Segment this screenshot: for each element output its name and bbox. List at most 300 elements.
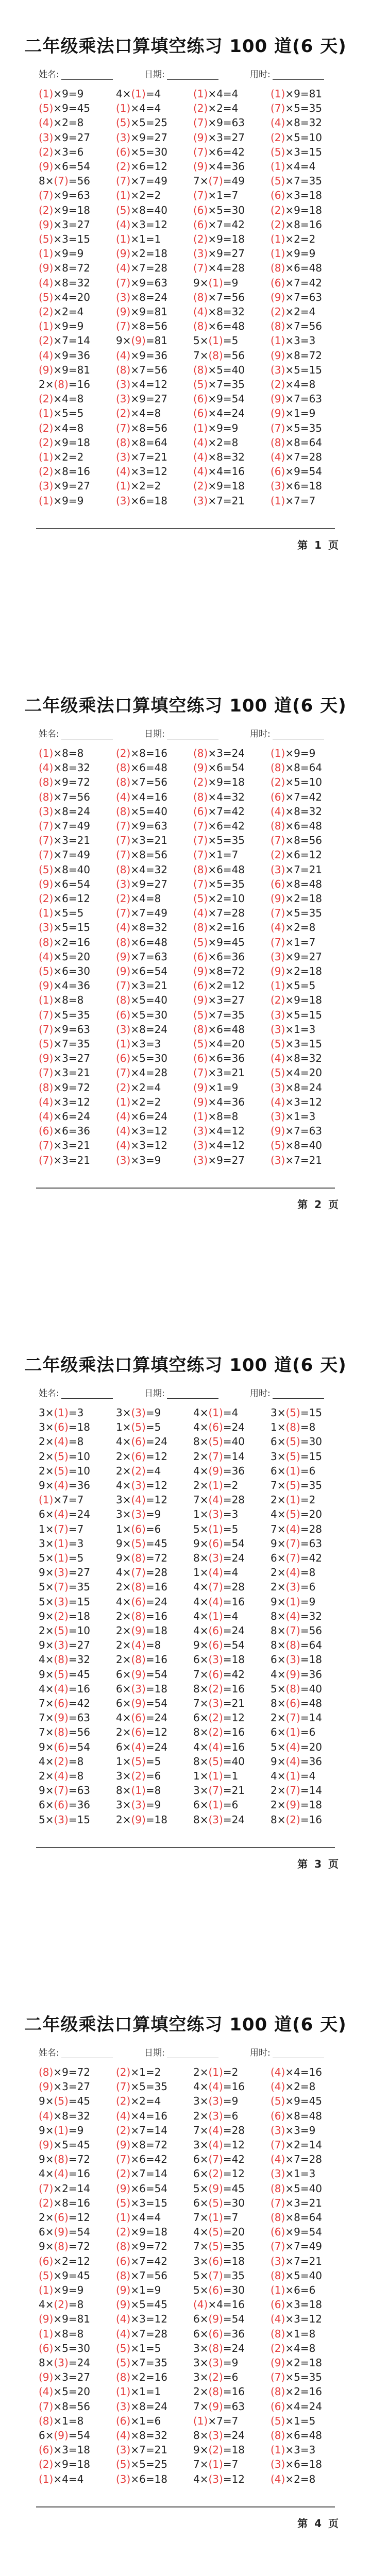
problem-item[interactable]: (9)×3=27	[193, 994, 245, 1007]
answer-blank[interactable]: (4)	[271, 2472, 285, 2485]
answer-blank[interactable]: (4)	[208, 1494, 223, 1506]
problem-item[interactable]: (2)×6=12	[271, 849, 323, 861]
problem-item[interactable]: (1)×9=9	[39, 247, 84, 260]
answer-blank[interactable]: (5)	[39, 102, 54, 115]
answer-blank[interactable]: (6)	[131, 1711, 146, 1724]
answer-blank[interactable]: (7)	[39, 2400, 54, 2413]
problem-item[interactable]: 6×(1)=6	[193, 1799, 239, 1811]
problem-item[interactable]: (3)×8=24	[271, 1081, 323, 1094]
problem-item[interactable]: (2)×9=18	[39, 436, 91, 449]
problem-item[interactable]: (8)×7=56	[116, 363, 168, 376]
problem-item[interactable]: (1)×8=8	[39, 994, 84, 1007]
answer-blank[interactable]: (1)	[39, 451, 54, 463]
problem-item[interactable]: 9×(7)=63	[271, 1537, 323, 1550]
problem-item[interactable]: (4)×4=16	[116, 790, 168, 803]
answer-blank[interactable]: (7)	[208, 1784, 223, 1797]
problem-item[interactable]: 4×(7)=28	[193, 1581, 245, 1594]
answer-blank[interactable]: (1)	[208, 1479, 223, 1492]
answer-blank[interactable]: (4)	[116, 1125, 131, 1138]
problem-item[interactable]: (7)×1=7	[271, 936, 316, 948]
problem-item[interactable]: (1)×2=2	[116, 480, 161, 493]
answer-blank[interactable]: (6)	[116, 145, 131, 158]
answer-blank[interactable]: (5)	[193, 378, 208, 391]
problem-item[interactable]: (8)×6=48	[116, 761, 168, 774]
problem-item[interactable]: (1)×7=7	[271, 494, 316, 507]
problem-item[interactable]: (8)×4=32	[116, 863, 168, 876]
problem-item[interactable]: 5×(7)=35	[193, 2269, 245, 2282]
problem-item[interactable]: (7)×5=35	[39, 1008, 91, 1021]
answer-blank[interactable]: (2)	[39, 334, 54, 347]
answer-blank[interactable]: (4)	[116, 262, 131, 275]
answer-blank[interactable]: (1)	[208, 2066, 223, 2078]
problem-item[interactable]: 4×(3)=12	[116, 1479, 168, 1492]
problem-item[interactable]: (7)×7=49	[116, 175, 168, 188]
problem-item[interactable]: (5)×7=35	[116, 2357, 168, 2369]
answer-blank[interactable]: (7)	[39, 1066, 54, 1079]
answer-blank[interactable]: (3)	[285, 1581, 300, 1594]
problem-item[interactable]: (3)×9=27	[116, 393, 168, 405]
problem-item[interactable]: (1)×4=4	[39, 2472, 84, 2485]
problem-item[interactable]: 2×(8)=16	[193, 2385, 245, 2398]
problem-item[interactable]: 9×(2)=18	[39, 1609, 91, 1622]
answer-blank[interactable]: (9)	[208, 1464, 223, 1477]
answer-blank[interactable]: (3)	[131, 1799, 146, 1811]
problem-item[interactable]: (2)×4=8	[116, 892, 161, 905]
answer-blank[interactable]: (9)	[39, 2371, 54, 2384]
problem-item[interactable]: (4)×6=24	[116, 1110, 168, 1123]
problem-item[interactable]: 8×(2)=16	[193, 1726, 245, 1739]
answer-blank[interactable]: (3)	[193, 247, 208, 260]
problem-item[interactable]: (8)×5=40	[271, 2182, 323, 2195]
answer-blank[interactable]: (8)	[39, 2066, 54, 2078]
problem-item[interactable]: (9)×6=54	[116, 965, 168, 977]
answer-blank[interactable]: (9)	[193, 994, 208, 1007]
problem-item[interactable]: (7)×2=14	[271, 2139, 323, 2151]
answer-blank[interactable]: (4)	[285, 1740, 300, 1753]
answer-blank[interactable]: (8)	[116, 363, 131, 376]
answer-blank[interactable]: (5)	[193, 936, 208, 948]
problem-item[interactable]: 3×(3)=9	[116, 1508, 161, 1521]
answer-blank[interactable]: (4)	[54, 1435, 69, 1448]
answer-blank[interactable]: (2)	[39, 145, 54, 158]
problem-item[interactable]: (7)×5=35	[271, 102, 323, 115]
problem-item[interactable]: (5)×7=35	[271, 175, 323, 188]
answer-blank[interactable]: (1)	[208, 1799, 223, 1811]
problem-item[interactable]: 4×(4)=16	[39, 1682, 91, 1695]
answer-blank[interactable]: (2)	[285, 1813, 300, 1826]
answer-blank[interactable]: (1)	[116, 1095, 131, 1108]
answer-blank[interactable]: (5)	[271, 2414, 285, 2427]
answer-blank[interactable]: (9)	[208, 2400, 223, 2413]
answer-blank[interactable]: (1)	[39, 88, 54, 100]
answer-blank[interactable]: (6)	[39, 1125, 54, 1138]
answer-blank[interactable]: (1)	[39, 747, 54, 759]
problem-item[interactable]: (9)×5=45	[116, 2298, 168, 2311]
problem-item[interactable]: 2×(3)=6	[271, 1581, 316, 1594]
problem-item[interactable]: 2×(4)=8	[271, 1566, 316, 1579]
answer-blank[interactable]: (6)	[208, 1624, 223, 1637]
answer-blank[interactable]: (9)	[39, 2080, 54, 2093]
answer-blank[interactable]: (9)	[193, 965, 208, 977]
answer-blank[interactable]: (8)	[285, 1421, 300, 1434]
problem-item[interactable]: 2×(7)=14	[271, 1711, 323, 1724]
problem-item[interactable]: 2×(1)=2	[193, 2066, 239, 2078]
answer-blank[interactable]: (8)	[131, 1581, 146, 1594]
answer-blank[interactable]: (4)	[39, 2385, 54, 2398]
problem-item[interactable]: 4×(4)=16	[193, 2080, 245, 2093]
answer-blank[interactable]: (4)	[193, 306, 208, 318]
answer-blank[interactable]: (3)	[208, 1552, 223, 1564]
answer-blank[interactable]: (2)	[54, 2298, 69, 2311]
answer-blank[interactable]: (4)	[271, 2153, 285, 2166]
answer-blank[interactable]: (1)	[271, 979, 285, 992]
problem-item[interactable]: 4×(6)=24	[116, 1435, 168, 1448]
problem-item[interactable]: (8)×5=40	[116, 805, 168, 818]
problem-item[interactable]: 1×(5)=5	[116, 1421, 161, 1434]
problem-item[interactable]: (4)×8=32	[39, 276, 91, 289]
answer-blank[interactable]: (1)	[39, 320, 54, 333]
answer-blank[interactable]: (6)	[116, 1052, 131, 1065]
answer-blank[interactable]: (8)	[208, 2342, 223, 2354]
answer-blank[interactable]: (7)	[208, 1450, 223, 1463]
answer-blank[interactable]: (7)	[116, 907, 131, 920]
problem-item[interactable]: (9)×2=18	[116, 247, 168, 260]
answer-blank[interactable]: (5)	[193, 1038, 208, 1050]
problem-item[interactable]: 4×(5)=20	[271, 1508, 323, 1521]
answer-blank[interactable]: (4)	[285, 1522, 300, 1535]
name-field-blank[interactable]	[61, 70, 113, 80]
problem-item[interactable]: (4)×4=16	[271, 2066, 323, 2078]
answer-blank[interactable]: (3)	[116, 451, 131, 463]
problem-item[interactable]: 6×(6)=36	[39, 1799, 91, 1811]
answer-blank[interactable]: (8)	[116, 863, 131, 876]
problem-item[interactable]: 8×(7)=56	[39, 175, 91, 188]
problem-item[interactable]: (2)×4=8	[271, 2342, 316, 2354]
problem-item[interactable]: (9)×7=63	[271, 1125, 323, 1138]
problem-item[interactable]: (3)×7=21	[116, 2444, 168, 2456]
problem-item[interactable]: (5)×9=45	[193, 936, 245, 948]
answer-blank[interactable]: (7)	[208, 175, 223, 188]
answer-blank[interactable]: (2)	[116, 407, 131, 420]
answer-blank[interactable]: (3)	[208, 1813, 223, 1826]
answer-blank[interactable]: (9)	[116, 247, 131, 260]
answer-blank[interactable]: (4)	[131, 1494, 146, 1506]
problem-item[interactable]: (9)×1=9	[271, 407, 316, 420]
answer-blank[interactable]: (6)	[271, 2298, 285, 2311]
problem-item[interactable]: 2×(4)=8	[39, 1770, 84, 1782]
answer-blank[interactable]: (2)	[271, 306, 285, 318]
problem-item[interactable]: (7)×3=21	[39, 1154, 91, 1166]
problem-item[interactable]: (8)×7=56	[39, 790, 91, 803]
problem-item[interactable]: (3)×7=21	[271, 1154, 323, 1166]
problem-item[interactable]: (8)×7=56	[116, 2269, 168, 2282]
answer-blank[interactable]: (5)	[54, 1450, 69, 1463]
problem-item[interactable]: (7)×8=56	[116, 320, 168, 333]
problem-item[interactable]: 2×(9)=18	[116, 1624, 168, 1637]
problem-item[interactable]: (8)×9=72	[39, 776, 91, 789]
answer-blank[interactable]: (2)	[208, 1682, 223, 1695]
problem-item[interactable]: 3×(1)=3	[39, 1537, 84, 1550]
answer-blank[interactable]: (5)	[208, 1435, 223, 1448]
problem-item[interactable]: (8)×6=48	[193, 1023, 245, 1036]
answer-blank[interactable]: (3)	[116, 494, 131, 507]
problem-item[interactable]: (2)×4=8	[39, 421, 84, 434]
answer-blank[interactable]: (9)	[39, 1052, 54, 1065]
answer-blank[interactable]: (4)	[193, 2298, 208, 2311]
answer-blank[interactable]: (8)	[208, 349, 223, 362]
answer-blank[interactable]: (5)	[54, 1464, 69, 1477]
answer-blank[interactable]: (6)	[54, 1697, 69, 1709]
problem-item[interactable]: (6)×5=30	[116, 1008, 168, 1021]
problem-item[interactable]: (4)×5=20	[39, 2385, 91, 2398]
answer-blank[interactable]: (2)	[116, 747, 131, 759]
problem-item[interactable]: (4)×3=12	[116, 465, 168, 478]
problem-item[interactable]: 8×(3)=24	[193, 1552, 245, 1564]
problem-item[interactable]: 6×(7)=42	[193, 2153, 245, 2166]
problem-item[interactable]: 3×(3)=9	[193, 2095, 239, 2108]
problem-item[interactable]: (3)×5=15	[271, 363, 323, 376]
problem-item[interactable]: (7)×5=35	[271, 421, 323, 434]
problem-item[interactable]: (1)×6=6	[271, 2284, 316, 2296]
problem-item[interactable]: (7)×9=63	[116, 276, 168, 289]
answer-blank[interactable]: (4)	[285, 1755, 300, 1768]
answer-blank[interactable]: (4)	[54, 1508, 69, 1521]
problem-item[interactable]: 8×(1)=8	[116, 1784, 161, 1797]
answer-blank[interactable]: (6)	[271, 465, 285, 478]
problem-item[interactable]: (7)×7=49	[39, 849, 91, 861]
problem-item[interactable]: (5)×2=10	[193, 892, 245, 905]
problem-item[interactable]: (4)×3=12	[116, 2313, 168, 2326]
problem-item[interactable]: 2×(8)=16	[39, 378, 91, 391]
problem-item[interactable]: (6)×3=18	[39, 2444, 91, 2456]
problem-item[interactable]: (4)×5=20	[39, 950, 91, 963]
problem-item[interactable]: (6)×6=36	[193, 950, 245, 963]
answer-blank[interactable]: (1)	[193, 1110, 208, 1123]
answer-blank[interactable]: (2)	[271, 2342, 285, 2354]
problem-item[interactable]: (4)×7=28	[193, 907, 245, 920]
problem-item[interactable]: (8)×6=48	[271, 2429, 323, 2442]
answer-blank[interactable]: (5)	[116, 2357, 131, 2369]
answer-blank[interactable]: (2)	[116, 2066, 131, 2078]
answer-blank[interactable]: (9)	[131, 1697, 146, 1709]
answer-blank[interactable]: (7)	[116, 849, 131, 861]
problem-item[interactable]: 4×(5)=20	[193, 2226, 245, 2239]
problem-item[interactable]: (1)×8=8	[193, 1110, 239, 1123]
problem-item[interactable]: (5)×5=25	[116, 2458, 168, 2471]
answer-blank[interactable]: (3)	[116, 877, 131, 890]
answer-blank[interactable]: (8)	[131, 1552, 146, 1564]
problem-item[interactable]: 4×(6)=24	[116, 1595, 168, 1608]
answer-blank[interactable]: (8)	[39, 2414, 54, 2427]
answer-blank[interactable]: (6)	[193, 204, 208, 216]
answer-blank[interactable]: (1)	[116, 480, 131, 493]
answer-blank[interactable]: (3)	[208, 2357, 223, 2369]
answer-blank[interactable]: (9)	[193, 131, 208, 144]
answer-blank[interactable]: (9)	[116, 950, 131, 963]
problem-item[interactable]: (9)×1=9	[193, 1081, 239, 1094]
answer-blank[interactable]: (3)	[208, 2109, 223, 2122]
answer-blank[interactable]: (1)	[208, 334, 223, 347]
answer-blank[interactable]: (2)	[54, 1609, 69, 1622]
problem-item[interactable]: 5×(7)=35	[39, 1581, 91, 1594]
problem-item[interactable]: (5)×7=35	[39, 1038, 91, 1050]
problem-item[interactable]: (9)×6=54	[39, 877, 91, 890]
time-field-blank[interactable]	[273, 1389, 324, 1399]
answer-blank[interactable]: (3)	[193, 1139, 208, 1152]
answer-blank[interactable]: (3)	[116, 291, 131, 303]
answer-blank[interactable]: (7)	[116, 834, 131, 847]
problem-item[interactable]: 4×(6)=24	[116, 1711, 168, 1724]
problem-item[interactable]: 8×(7)=56	[271, 1624, 323, 1637]
answer-blank[interactable]: (4)	[54, 1770, 69, 1782]
problem-item[interactable]: (4)×8=32	[116, 2429, 168, 2442]
answer-blank[interactable]: (9)	[271, 349, 285, 362]
problem-item[interactable]: 9×(5)=45	[39, 2095, 91, 2108]
problem-item[interactable]: 3×(3)=9	[116, 1406, 161, 1419]
answer-blank[interactable]: (4)	[39, 1110, 54, 1123]
answer-blank[interactable]: (7)	[193, 1066, 208, 1079]
answer-blank[interactable]: (7)	[285, 1784, 300, 1797]
problem-item[interactable]: 3×(2)=6	[116, 1770, 161, 1782]
answer-blank[interactable]: (7)	[271, 936, 285, 948]
answer-blank[interactable]: (1)	[271, 2444, 285, 2456]
problem-item[interactable]: 8×(5)=40	[193, 1755, 245, 1768]
answer-blank[interactable]: (4)	[208, 2139, 223, 2151]
problem-item[interactable]: (1)×9=9	[271, 747, 316, 759]
problem-item[interactable]: (5)×9=45	[39, 102, 91, 115]
problem-item[interactable]: (3)×6=18	[116, 494, 168, 507]
answer-blank[interactable]: (7)	[285, 1537, 300, 1550]
problem-item[interactable]: 5×(9)=45	[193, 2182, 245, 2195]
problem-item[interactable]: (7)×7=49	[116, 907, 168, 920]
answer-blank[interactable]: (9)	[39, 160, 54, 173]
problem-item[interactable]: (4)×8=32	[116, 921, 168, 934]
problem-item[interactable]: (4)×2=8	[271, 2472, 316, 2485]
answer-blank[interactable]: (2)	[208, 2371, 223, 2384]
answer-blank[interactable]: (1)	[193, 2414, 208, 2427]
problem-item[interactable]: 4×(8)=32	[39, 1653, 91, 1666]
answer-blank[interactable]: (7)	[208, 2269, 223, 2282]
answer-blank[interactable]: (1)	[39, 2472, 54, 2485]
answer-blank[interactable]: (2)	[208, 1711, 223, 1724]
problem-item[interactable]: (2)×9=18	[39, 204, 91, 216]
problem-item[interactable]: 4×(7)=28	[116, 1566, 168, 1579]
answer-blank[interactable]: (3)	[54, 1566, 69, 1579]
problem-item[interactable]: 4×(3)=12	[193, 2472, 245, 2485]
problem-item[interactable]: (1)×2=2	[116, 189, 161, 202]
problem-item[interactable]: (5)×9=45	[271, 2095, 323, 2108]
problem-item[interactable]: (4)×9=36	[39, 349, 91, 362]
answer-blank[interactable]: (6)	[39, 2444, 54, 2456]
answer-blank[interactable]: (5)	[285, 1479, 300, 1492]
answer-blank[interactable]: (5)	[131, 1537, 146, 1550]
problem-item[interactable]: (1)×2=2	[39, 451, 84, 463]
problem-item[interactable]: (7)×3=21	[116, 834, 168, 847]
problem-item[interactable]: (8)×6=48	[271, 262, 323, 275]
answer-blank[interactable]: (1)	[271, 88, 285, 100]
problem-item[interactable]: (9)×7=63	[271, 291, 323, 303]
answer-blank[interactable]: (8)	[271, 2385, 285, 2398]
problem-item[interactable]: (5)×7=35	[193, 378, 245, 391]
problem-item[interactable]: 9×(3)=27	[39, 1639, 91, 1652]
problem-item[interactable]: (8)×6=48	[193, 320, 245, 333]
problem-item[interactable]: (6)×7=42	[193, 218, 245, 231]
answer-blank[interactable]: (2)	[116, 892, 131, 905]
answer-blank[interactable]: (2)	[271, 131, 285, 144]
answer-blank[interactable]: (5)	[193, 892, 208, 905]
answer-blank[interactable]: (1)	[39, 994, 54, 1007]
answer-blank[interactable]: (1)	[271, 334, 285, 347]
problem-item[interactable]: (9)×3=27	[39, 2371, 91, 2384]
problem-item[interactable]: 9×(2)=18	[193, 2444, 245, 2456]
answer-blank[interactable]: (1)	[116, 2385, 131, 2398]
problem-item[interactable]: 7×(3)=21	[193, 1697, 245, 1709]
problem-item[interactable]: 7×(9)=63	[193, 2400, 245, 2413]
answer-blank[interactable]: (3)	[271, 2255, 285, 2267]
problem-item[interactable]: (2)×9=18	[193, 233, 245, 245]
problem-item[interactable]: (8)×2=16	[193, 921, 245, 934]
problem-item[interactable]: 5×(1)=5	[193, 1522, 239, 1535]
problem-item[interactable]: 7×(5)=35	[271, 1479, 323, 1492]
answer-blank[interactable]: (5)	[39, 1038, 54, 1050]
answer-blank[interactable]: (4)	[39, 276, 54, 289]
problem-item[interactable]: (3)×9=27	[271, 950, 323, 963]
answer-blank[interactable]: (5)	[54, 1624, 69, 1637]
answer-blank[interactable]: (8)	[131, 1653, 146, 1666]
answer-blank[interactable]: (6)	[271, 189, 285, 202]
problem-item[interactable]: (1)×9=9	[39, 88, 84, 100]
answer-blank[interactable]: (9)	[271, 892, 285, 905]
answer-blank[interactable]: (8)	[116, 2269, 131, 2282]
problem-item[interactable]: 2×(5)=10	[39, 1450, 91, 1463]
answer-blank[interactable]: (7)	[193, 116, 208, 129]
answer-blank[interactable]: (9)	[39, 262, 54, 275]
answer-blank[interactable]: (1)	[116, 1038, 131, 1050]
problem-item[interactable]: (7)×8=56	[116, 421, 168, 434]
answer-blank[interactable]: (6)	[193, 407, 208, 420]
answer-blank[interactable]: (8)	[193, 747, 208, 759]
problem-item[interactable]: (8)×9=72	[116, 2240, 168, 2253]
answer-blank[interactable]: (7)	[54, 1522, 69, 1535]
problem-item[interactable]: (4)×8=32	[39, 761, 91, 774]
answer-blank[interactable]: (9)	[131, 1668, 146, 1681]
problem-item[interactable]: (4)×2=8	[39, 116, 84, 129]
problem-item[interactable]: 2×(8)=16	[116, 1609, 168, 1622]
answer-blank[interactable]: (7)	[39, 2182, 54, 2195]
answer-blank[interactable]: (3)	[116, 1023, 131, 1036]
problem-item[interactable]: (8)×8=64	[271, 761, 323, 774]
answer-blank[interactable]: (1)	[39, 2284, 54, 2296]
problem-item[interactable]: (3)×9=27	[39, 480, 91, 493]
answer-blank[interactable]: (9)	[116, 2298, 131, 2311]
problem-item[interactable]: 6×(2)=12	[193, 1711, 245, 1724]
problem-item[interactable]: 7×(9)=63	[39, 1711, 91, 1724]
problem-item[interactable]: (8)×5=40	[116, 994, 168, 1007]
answer-blank[interactable]: (7)	[193, 145, 208, 158]
answer-blank[interactable]: (5)	[39, 2269, 54, 2282]
problem-item[interactable]: 8×(6)=48	[271, 1697, 323, 1709]
answer-blank[interactable]: (5)	[285, 1435, 300, 1448]
problem-item[interactable]: (6)×3=18	[271, 2298, 323, 2311]
problem-item[interactable]: 3×(1)=3	[39, 1406, 84, 1419]
problem-item[interactable]: 6×(9)=54	[116, 1668, 168, 1681]
problem-item[interactable]: (1)×9=9	[193, 421, 239, 434]
answer-blank[interactable]: (4)	[116, 1110, 131, 1123]
answer-blank[interactable]: (2)	[208, 1726, 223, 1739]
problem-item[interactable]: 6×(3)=18	[271, 1653, 323, 1666]
problem-item[interactable]: (7)×3=21	[39, 1139, 91, 1152]
answer-blank[interactable]: (9)	[116, 2284, 131, 2296]
